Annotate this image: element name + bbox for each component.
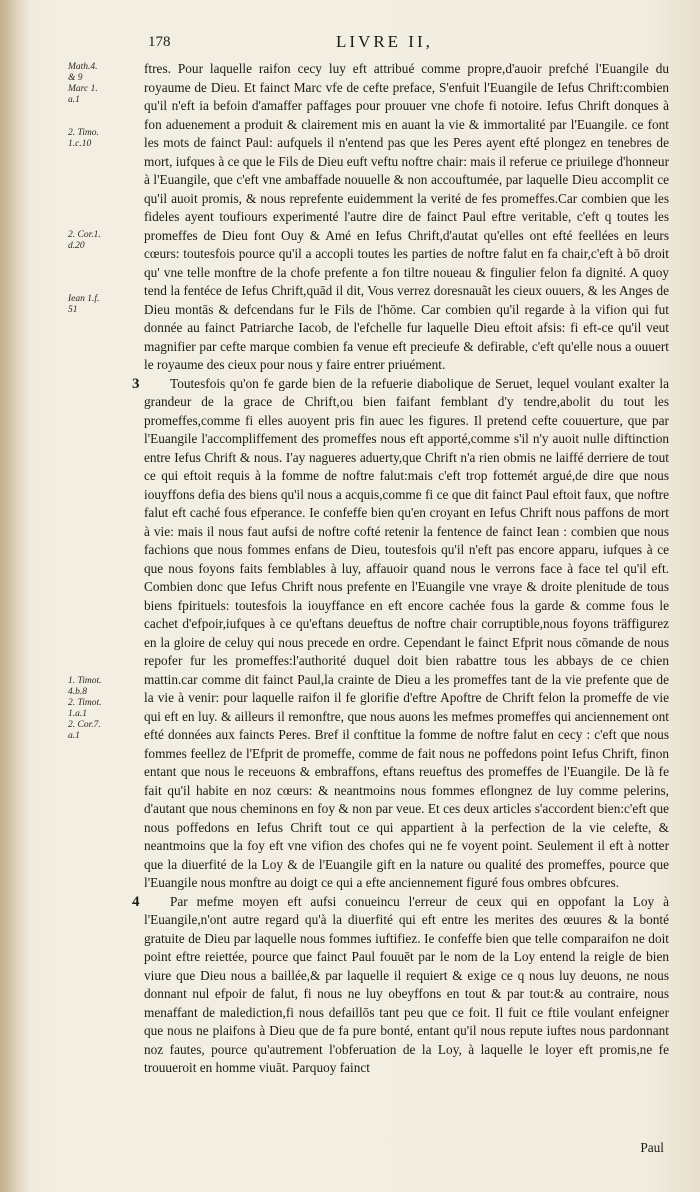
margin-note-line: 51 [68, 305, 78, 315]
margin-note-line: 2. Timot. [68, 698, 102, 708]
margin-note-line: & 9 [68, 73, 83, 83]
margin-note-line: 4.b.8 [68, 687, 87, 697]
catchword: Paul [640, 1140, 664, 1155]
page-header [0, 30, 700, 56]
paragraph-number: 4 [132, 893, 140, 910]
margin-note [68, 230, 101, 252]
paragraph-number: 3 [132, 375, 140, 392]
paragraph-text: Par mefme moyen eft aufsi conueincu l'erreur de ceux qui en oppofant la Loy à l'Euangile,n'ont autre regard qu'à la diuerfité qui eft entre les merites des œuures & la bonté gratuite de Dieu par laquelle nous fommes iuftifiez. Ie confeffe bien que telle comparaifon ne doit point eftre reiettée, pource que fainct Paul fouuēt par le nom de la Loy entend la reigle de bien viure que Dieu nous a baillée,& par laquelle il requiert & exige ce q nous luy deuons, ne nous donnant nul efpoir de falut, fi nous ne luy obeyffons en tout & par tout:& au contraire, nous menaffant de malediction,fi nous defaillōs tant peu que ce foit. Il fuit ce ftile voulant enfeigner que nous ne plaifons à Dieu que de fa pure bonté, entant qu'il nous repute iuftes nous pardonnant noz fautes, pource qu'autrement l'obferuation de la Loy, à laquelle le loyer eft promis,ne fe trouueroit en homme viuāt. Parquoy fainct [144, 893, 669, 1075]
margin-note-line: d.20 [68, 241, 85, 251]
margin-note-line: a.1 [68, 95, 80, 105]
margin-note-line: 2. Cor.7. [68, 720, 101, 730]
margin-note-line: 1. Timot. [68, 676, 102, 686]
margin-note-line: 2. Cor.1. [68, 230, 101, 240]
margin-note-line: a.1 [68, 731, 80, 741]
paragraph-3 [132, 375, 669, 893]
paragraph-continuation [144, 60, 669, 375]
margin-note-line: Marc 1. [68, 84, 98, 94]
page-edge-stain [0, 0, 30, 1192]
margin-notes [68, 62, 130, 1162]
body-text [132, 60, 669, 1078]
margin-note-line: Iean 1.f. [68, 294, 100, 304]
margin-note-line: 1.c.10 [68, 139, 92, 149]
margin-note-line: 2. Timo. [68, 128, 99, 138]
paragraph-4 [132, 893, 669, 1078]
margin-note-line: 1.a.1 [68, 709, 87, 719]
running-title: LIVRE II, [336, 32, 433, 51]
margin-note [68, 676, 102, 742]
margin-note [68, 128, 99, 150]
margin-note [68, 294, 99, 316]
margin-note-line: Math.4. [68, 62, 98, 72]
paragraph-text: ftres. Pour laquelle raifon cecy luy eft attribué comme propre,d'auoir prefché l'Euangile du royaume de Dieu. Et fainct Marc vfe de cefte preface, S'enfuit l'Euangile de Iefus Chrift:combien qu'il n'eft ia befoin d'amaffer paffages pour prouuer vne chofe fi notoire. Iefus Chrift donques à fon aduenement a produit & clairement mis en auant la vie & immortalité par l'Euangile. ce font les mots de fainct Paul: aufquels il n'entend pas que les Peres ayent efté plongez en tenebres de mort, iufques à ce que le Fils de Dieu euft veftu noftre chair: mais il referue ce priuilege d'honneur à l'Euangile, que c'eft vne ambaffade nouuelle & non accouftumée, par laquelle Dieu accomplit ce qu'il auoit promis, & nous reprefente euidemment la verité de fes promeffes.Car combien que les fideles ayent toufiours experimenté l'autre dire de fainct Paul eftre veritable, c'eft q toutes les promeffes de Dieu font Ouy & Amé en Iefus Chrift,d'autat qu'elles ont efté feellées en leurs cœurs: toutesfois pource qu'il a accopli toutes les parties de noftre falut en fa chair,c'eft à bō droit qu' vne telle monftre de la chofe prefente a fon tiltre noueau & fingulier felon fa dignité. A quoy tend la fentéce de Iefus Chrift,quād il dit, Vous verrez doresnauãt les cieux ouuers, & les Anges de Dieu montās & defcendans fur le Fils de l'hōme. Car combien qu'il regarde à la vifion qui fut donnée au fainct Patriarche Iacob, de l'efchelle fur laquelle Dieu eftoit afsis: fi eft-ce qu'il veut magnifier par cefte marque combien fa venue eft precieufe & defirable, c'eft qu'elle nous a ouuert le royaume des cieux pour nous y faire entrer priuément. [144, 61, 669, 372]
margin-note [68, 62, 98, 106]
paragraph-text: Toutesfois qu'on fe garde bien de la refuerie diabolique de Seruet, lequel voulant exalter la grandeur de la grace de Chrift,ou bien faifant femblant d'y tendre,abolit du tout les promeffes,comme fi elles auoyent pris fin auec les figures. Il pretend cefte couuerture, que par l'Euangile l'accompliffement des promeffes nous eft apporté,comme s'il n'y auoit nulle diftinction entre Iefus Chrift & nous. I'ay nagueres aduerty,que Chrift n'a rien obmis ne laiffé derriere de tout ce qui eftoit requis à la fomme de noftre falut:mais c'eft trop fottemét argué,de dire que nous iouyffons defia des biens qu'il nous a acquis,comme fi ce que dit fainct Paul eftoit faux, que noftre falut eft caché fous efperance. Ie confeffe bien qu'en croyant en Iefus Chrift nous paffons de mort à vie: mais il nous faut aufsi de noftre cofté retenir la fentence de fainct Iean : combien que nous fachions que nous fommes enfans de Dieu, toutesfois qu'il n'eft pas encore apparu, iufques à ce que nous foyons faits femblables à luy, affauoir quand nous le verrons face à face tel qu'il eft. Combien donc que Iefus Chrift nous prefente en l'Euangile vne vraye & droite plenitude de tous biens fpirituels: toutesfois la iouyffance en eft encore cachée fous la garde & comme fous le cachet d'efpoir,iufques à ce qu'eftans deueftus de noftre chair corruptible,nous foyons träffigurez en la gloire de celuy qui nous precede en ordre. Cependant le fainct Efprit nous cōmande de nous repofer fur les promeffes:l'authorité duquel doit bien rabattre tous les abbays de ce chien mattin.car comme dit fainct Paul,la crainte de Dieu a les promeffes tant de la vie prefente que de la vie à venir: pour laquelle raifon il fe glorifie d'eftre Apoftre de Chrift felon la promeffe de vie qui eft en luy. & ailleurs il remonftre, que nous auons les mefmes promeffes qui anciennement ont efté données aux faincts Peres. Bref il conftitue la fomme de noftre falut en cecy : c'eft que nous fommes feellez de l'Efprit de promeffe, comme de fait nous ne poffedons point Iefus Chrift, finon entant que nous le receuons & embraffons, eftans reueftus des promeffes de l'Euangile. De là fe fait qu'il habite en noz cœurs: & neantmoins nous fommes eflongnez de luy comme pelerins, d'autant que nous cheminons en foy & non par veue. Et ces deux articles s'accordent bien:c'eft que nous poffedons en Iefus Chrift tout ce qui appartient à la perfection de la vie celefte, & neantmoins que la foy eft vne vifion des chofes qui ne fe voyent point. Seulement il eft à notter que la diuerfité de la Loy & de l'Euangile gift en la nature ou qualité des promeffes, pource que l'Euangile nous monftre au doigt ce qui a efte anciennement figuré fous ombres obfcures. [144, 375, 669, 890]
page-number: 178 [148, 34, 171, 50]
